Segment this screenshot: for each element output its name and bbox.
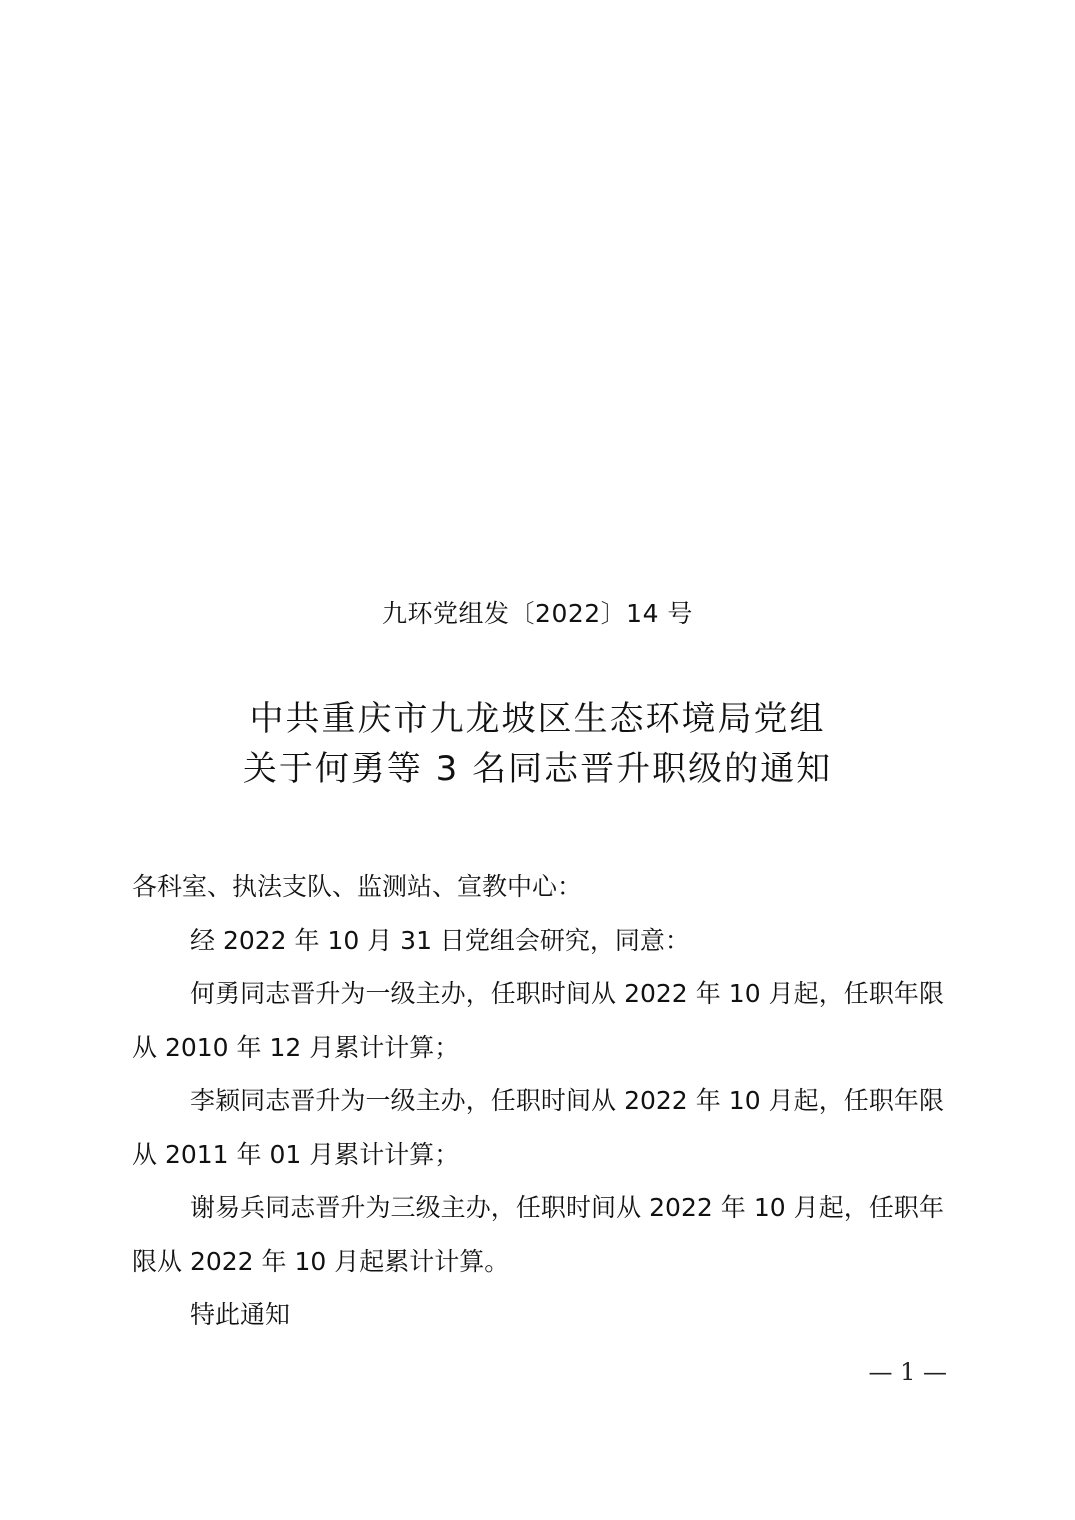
paragraph-he-yong: 何勇同志晋升为一级主办，任职时间从 2022 年 10 月起，任职年限从 2010 年 12 月累计计算；: [132, 979, 944, 1062]
document-body: [132, 860, 944, 1342]
paragraph-closing: 特此通知: [190, 1300, 291, 1329]
page-number: — 1 —: [868, 1358, 947, 1386]
title-line-2: 关于何勇等 3 名同志晋升职级的通知: [242, 749, 833, 789]
title-line-1: 中共重庆市九龙坡区生态环境局党组: [249, 699, 826, 739]
paragraph-li-ying: 李颖同志晋升为一级主办，任职时间从 2022 年 10 月起，任职年限从 2011 年 01 月累计计算；: [132, 1086, 944, 1169]
document-title: [0, 694, 1075, 794]
paragraph-intro: 经 2022 年 10 月 31 日党组会研究，同意：: [190, 925, 690, 955]
paragraph-xie-yibing: 谢易兵同志晋升为三级主办，任职时间从 2022 年 10 月起，任职年限从 2022 年 10 月起累计计算。: [132, 1193, 944, 1276]
salutation: 各科室、执法支队、监测站、宣教中心：: [132, 872, 583, 901]
document-number: 九环党组发〔2022〕14 号: [382, 599, 693, 628]
